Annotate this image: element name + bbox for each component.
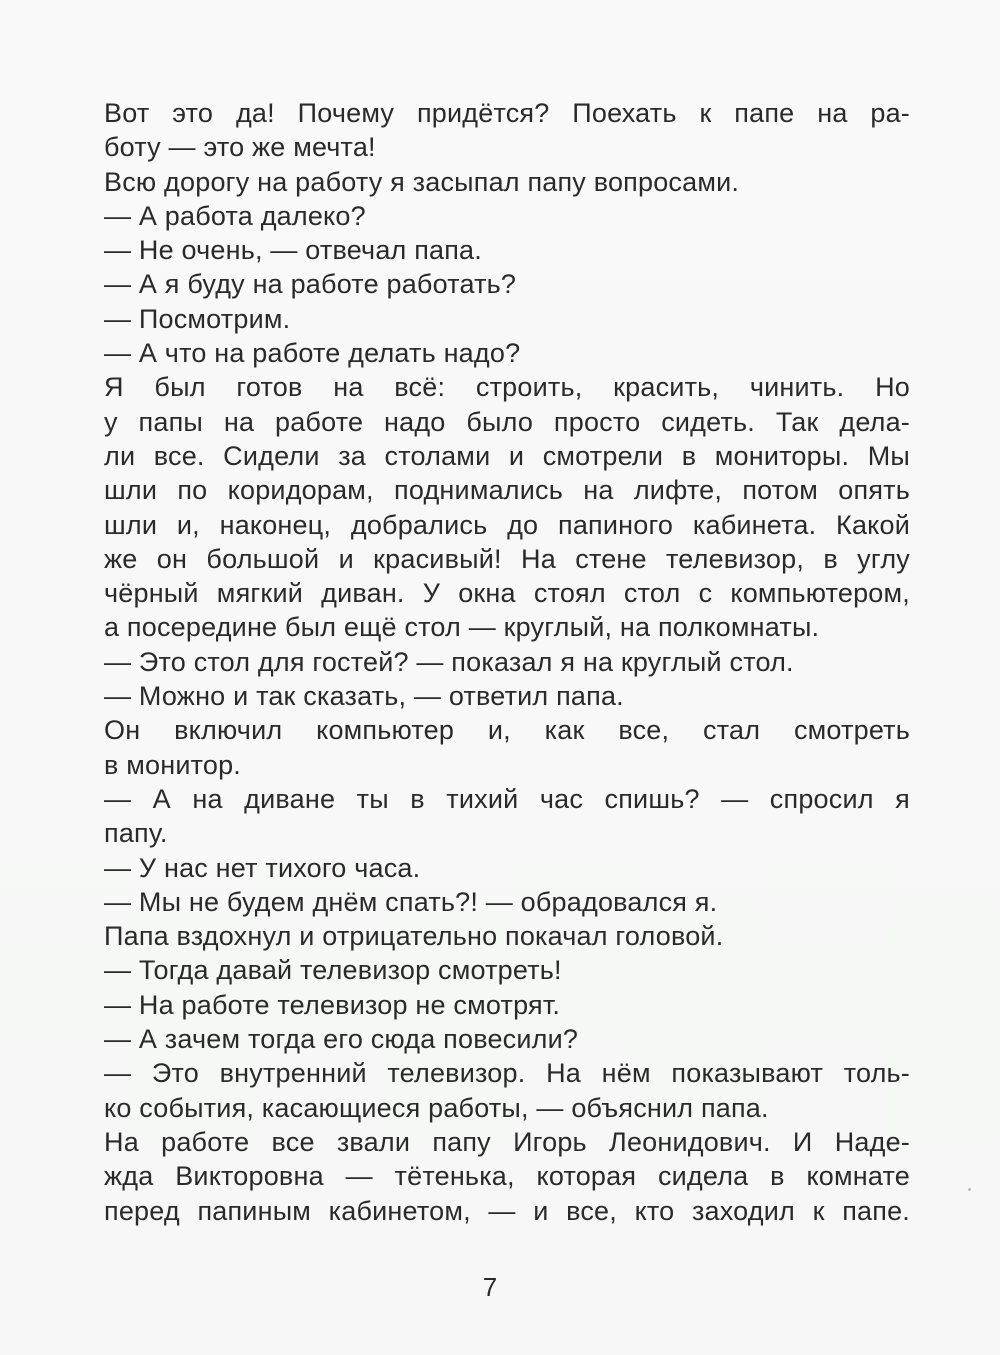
text-line: — Это внутренний телевизор. На нём показывают толь- [104,1058,910,1089]
text-line: же он большой и красивый! На стене телевизор, в углу [104,543,910,574]
text-line: — Тогда давай телевизор смотреть! [104,955,562,986]
text-line: — А зачем тогда его сюда повесили? [104,1024,579,1055]
text-line: ли все. Сидели за столами и смотрели в мониторы. Мы [104,440,910,471]
text-line: а посередине был ещё стол — круглый, на полкомнаты. [104,612,820,643]
page-number: 7 [482,1272,498,1302]
text-line: Папа вздохнул и отрицательно покачал головой. [104,921,724,952]
text-line: в монитор. [104,749,242,780]
text-line: — Посмотрим. [104,303,291,334]
text-line: — А работа далеко? [104,200,366,231]
text-line: Вот это да! Почему придётся? Поехать к папе на ра- [104,98,910,128]
text-line: — А на диване ты в тихий час спишь? — спросил я [104,783,910,814]
text-line: шли по коридорам, поднимались на лифте, потом опять [104,475,910,506]
body-text [104,96,910,1228]
text-line: шли и, наконец, добрались до папиного кабинета. Какой [104,509,910,540]
paper-speck [968,1188,971,1191]
text-line: чёрный мягкий диван. У окна стоял стол с компьютером, [104,578,910,609]
text-line: ко события, касающиеся работы, — объяснил папа. [104,1092,769,1123]
text-line: — А я буду на работе работать? [104,269,517,300]
text-line: — Мы не будем днём спать?! — обрадовался я. [104,886,718,917]
text-line: — Не очень, — отвечал папа. [104,235,482,266]
text-line: папу. [104,818,168,849]
text-line: Я был готов на всё: строить, красить, чинить. Но [104,372,910,403]
text-line: — У нас нет тихого часа. [104,852,421,883]
text-line: — А что на работе делать надо? [104,338,521,369]
text-line: — На работе телевизор не смотрят. [104,989,561,1020]
text-line: у папы на работе надо было просто сидеть. Так дела- [104,406,910,437]
text-line: На работе все звали папу Игорь Леонидович. И Наде- [104,1126,910,1157]
text-line: жда Викторовна — тётенька, которая сидела в комнате [104,1161,910,1192]
text-line: перед папиным кабинетом, — и все, кто заходил к папе. [104,1195,910,1226]
text-line: Он включил компьютер и, как все, стал смотреть [104,715,910,746]
text-line: боту — это же мечта! [104,132,376,163]
text-line: Всю дорогу на работу я засыпал папу вопросами. [104,166,740,197]
text-line: — Это стол для гостей? — показал я на круглый стол. [104,646,794,677]
text-line: — Можно и так сказать, — ответил папа. [104,681,624,712]
